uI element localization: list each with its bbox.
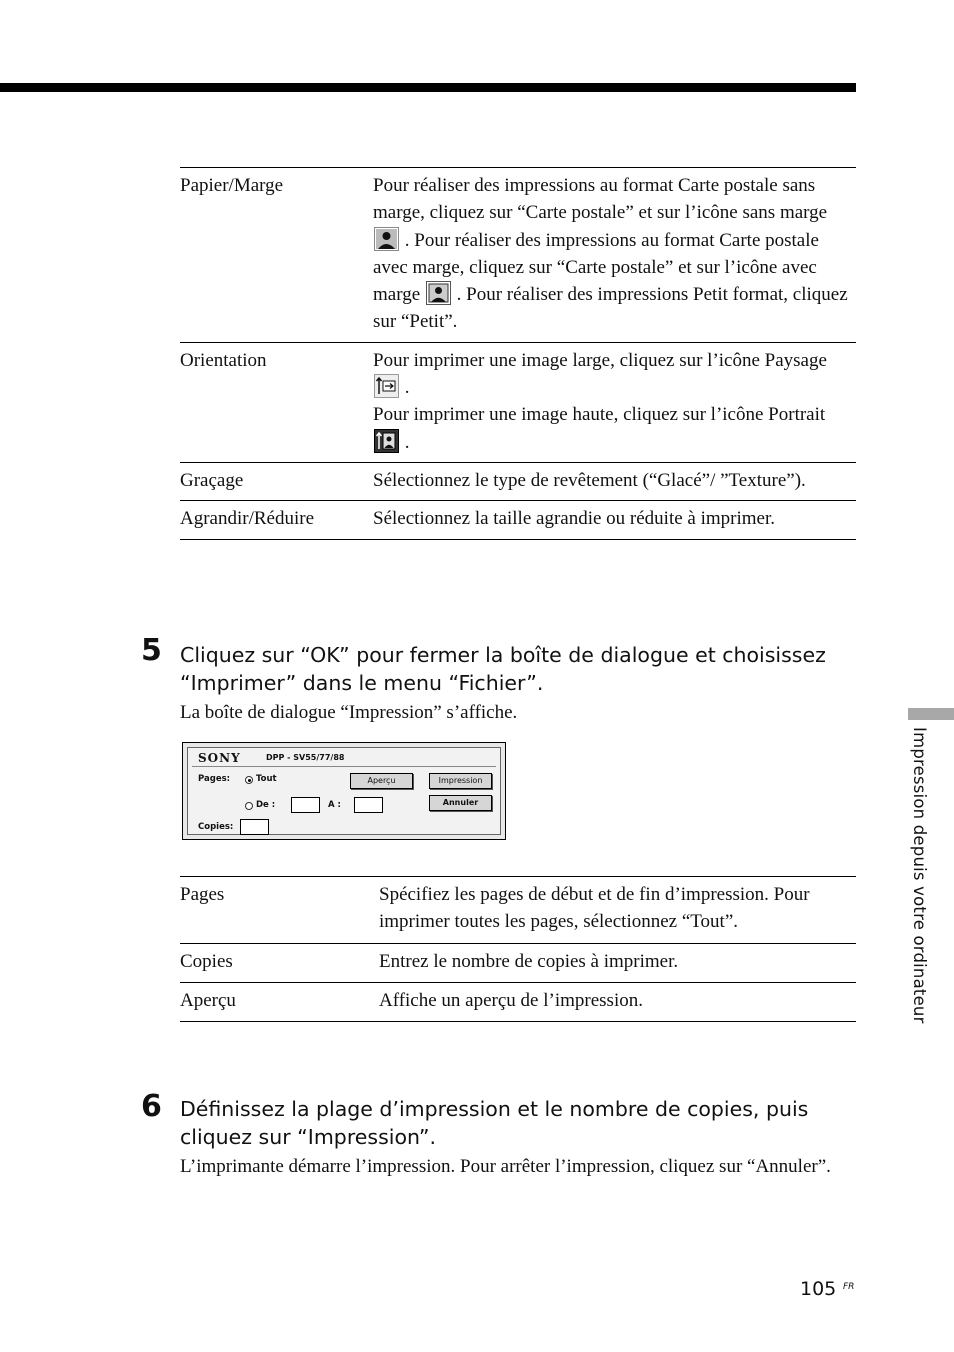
- impression-button[interactable]: Impression: [429, 773, 492, 789]
- step-title: Définissez la plage d’impression et le nombre de copies, puis cliquez sur “Impression”.: [180, 1097, 809, 1149]
- table-row: [180, 168, 856, 343]
- table-row: [180, 983, 856, 1022]
- term-description: Sélectionnez la taille agrandie ou réduite à imprimer.: [373, 508, 776, 530]
- apercu-button[interactable]: Aperçu: [350, 773, 413, 789]
- page-language: FR: [843, 1282, 855, 1292]
- portrait-orientation-icon: [374, 429, 399, 453]
- step-number: 6: [141, 1089, 162, 1124]
- term-description: Sélectionnez le type de revêtement (“Glacé”/ ”Texture”).: [373, 469, 806, 491]
- table-row: [180, 463, 856, 501]
- term-label: Pages: [180, 884, 225, 905]
- annuler-button[interactable]: Annuler: [429, 795, 492, 811]
- term-description: Spécifiez les pages de début et de fin d’impression. Pour imprimer toutes les pages, sélectionnez “Tout”.: [379, 884, 810, 933]
- dialog-options-table: [180, 876, 856, 1022]
- term-label: Aperçu: [180, 989, 236, 1011]
- term-description: Pour réaliser des impressions au format Carte postale sans marge, cliquez sur “Carte postale” et sur l’icône sans marge . Pour réaliser des impressions au format Carte postale avec marge, cliquez sur “Carte postale” et sur l’icône avec marge . Pour réaliser des impressions Petit format, cliquez sur “Petit”.: [373, 175, 848, 333]
- dialog-title: DPP - SV55/77/88: [266, 753, 345, 762]
- step-body: L’imprimante démarre l’impression. Pour arrêter l’impression, cliquez sur “Annuler”.: [180, 1156, 831, 1177]
- term-description: Pour imprimer une image large, cliquez sur l’icône Paysage . Pour imprimer une image haute, cliquez sur l’icône Portrait .: [373, 349, 827, 453]
- table-row: [180, 944, 856, 983]
- term-label: Copies: [180, 950, 233, 972]
- to-page-field[interactable]: [354, 797, 383, 813]
- borderless-portrait-icon: [374, 227, 399, 251]
- term-label: Orientation: [180, 349, 267, 371]
- from-page-field[interactable]: [291, 797, 320, 813]
- section-tab: [908, 708, 954, 720]
- divider: [192, 766, 496, 767]
- term-description: Entrez le nombre de copies à imprimer.: [379, 950, 679, 972]
- de-radio[interactable]: [245, 802, 253, 810]
- page-number: 105: [800, 1278, 837, 1300]
- term-label: Agrandir/Réduire: [180, 508, 315, 530]
- print-dialog: [182, 742, 506, 840]
- table-row: [180, 501, 856, 539]
- step-number: 5: [141, 633, 162, 668]
- tout-radio[interactable]: [245, 776, 253, 784]
- copies-label: Copies:: [198, 822, 234, 832]
- sony-logo: SONY: [198, 751, 241, 765]
- table-row: [180, 877, 856, 944]
- section-label: Impression depuis votre ordinateur: [910, 727, 929, 1024]
- table-row: [180, 343, 856, 463]
- term-description: Affiche un aperçu de l’impression.: [379, 989, 643, 1011]
- bordered-portrait-icon: [426, 281, 451, 305]
- step-title: Cliquez sur “OK” pour fermer la boîte de dialogue et choisissez “Imprimer” dans le menu “Fichier”.: [180, 643, 826, 695]
- step-body: La boîte de dialogue “Impression” s’affiche.: [180, 702, 518, 723]
- dialog-panel: [187, 747, 501, 835]
- pages-label: Pages:: [198, 774, 231, 784]
- term-label: Papier/Marge: [180, 175, 284, 196]
- a-label: A :: [328, 800, 341, 810]
- term-label: Graçage: [180, 469, 244, 491]
- de-label: De :: [256, 800, 276, 810]
- tout-label: Tout: [256, 774, 277, 784]
- settings-table: [180, 167, 856, 540]
- landscape-orientation-icon: [374, 374, 399, 398]
- top-rule: [0, 83, 856, 92]
- copies-field[interactable]: [240, 819, 269, 835]
